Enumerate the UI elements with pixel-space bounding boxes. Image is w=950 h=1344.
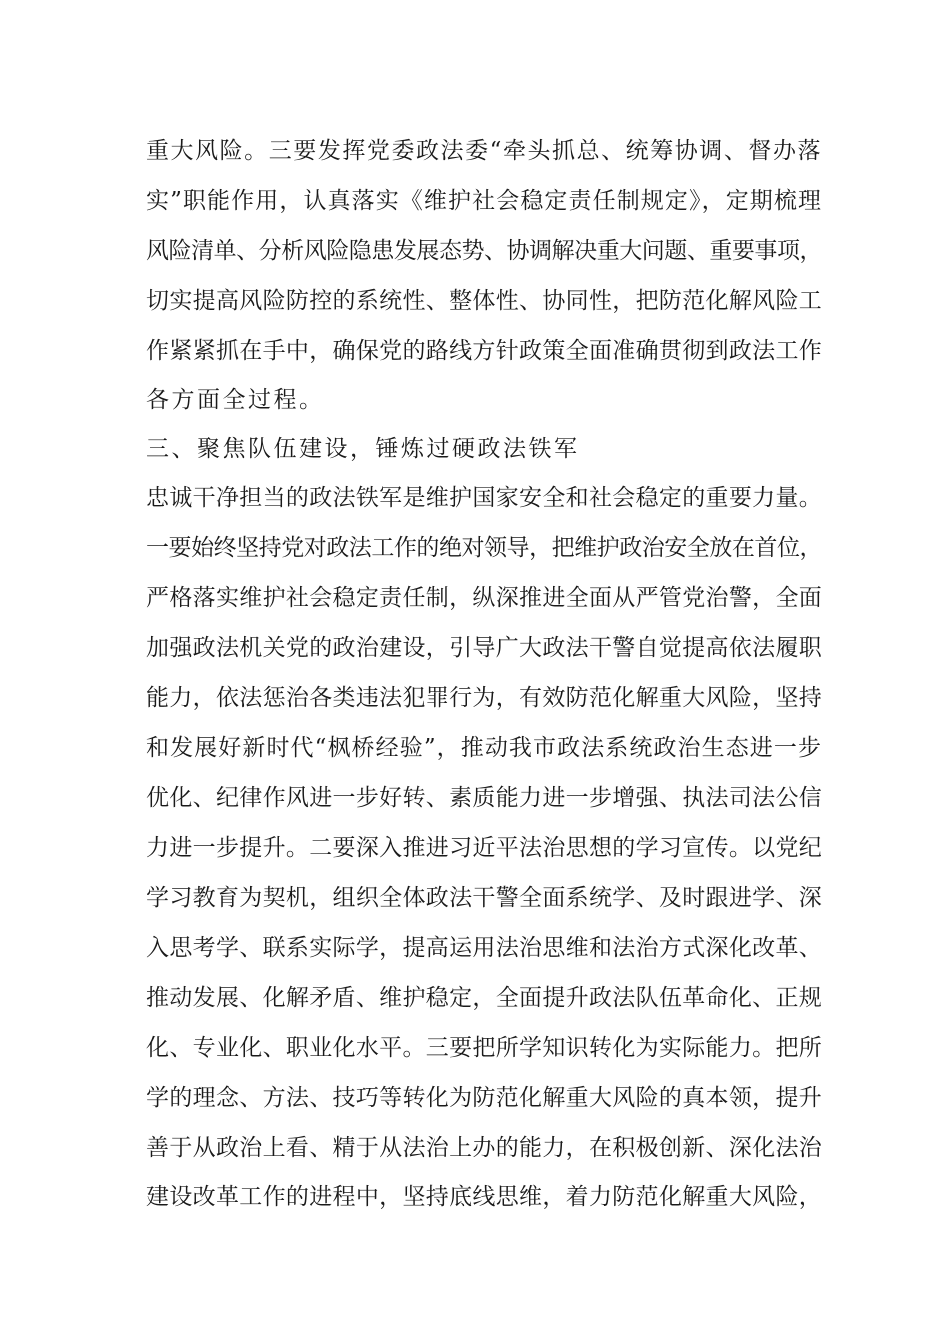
text-line: 建设改革工作的进程中，坚持底线思维，着力防范化解重大风险， xyxy=(146,1184,822,1210)
text-line: 善于从政治上看、精于从法治上办的能力，在积极创新、深化法治 xyxy=(146,1135,822,1161)
text-line: 优化、纪律作风进一步好转、素质能力进一步增强、执法司法公信 xyxy=(146,785,822,811)
text-line: 学的理念、方法、技巧等转化为防范化解重大风险的真本领，提升 xyxy=(146,1085,822,1111)
text-line: 推动发展、化解矛盾、维护稳定，全面提升政法队伍革命化、正规 xyxy=(146,985,822,1011)
text-line: 能力，依法惩治各类违法犯罪行为，有效防范化解重大风险，坚持 xyxy=(146,685,822,711)
text-line: 学习教育为契机，组织全体政法干警全面系统学、及时跟进学、深 xyxy=(146,885,822,911)
text-line: 入思考学、联系实际学，提高运用法治思维和法治方式深化改革、 xyxy=(146,935,822,961)
text-line: 加强政法机关党的政治建设，引导广大政法干警自觉提高依法履职 xyxy=(146,635,822,661)
text-line: 一要始终坚持党对政法工作的绝对领导，把维护政治安全放在首位， xyxy=(146,535,822,561)
section-heading: 三、聚焦队伍建设，锤炼过硬政法铁军 xyxy=(146,436,580,462)
text-line: 重大风险。三要发挥党委政法委“牵头抓总、统筹协调、督办落 xyxy=(146,138,822,164)
text-line: 和发展好新时代“枫桥经验”，推动我市政法系统政治生态进一步 xyxy=(146,735,822,761)
text-line: 严格落实维护社会稳定责任制，纵深推进全面从严管党治警，全面 xyxy=(146,585,822,611)
text-line: 实”职能作用，认真落实《维护社会稳定责任制规定》，定期梳理 xyxy=(146,188,822,214)
text-line: 各方面全过程。 xyxy=(146,387,325,413)
text-line: 风险清单、分析风险隐患发展态势、协调解决重大问题、重要事项， xyxy=(146,238,822,264)
text-line: 化、专业化、职业化水平。三要把所学知识转化为实际能力。把所 xyxy=(146,1035,822,1061)
text-line: 忠诚干净担当的政法铁军是维护国家安全和社会稳定的重要力量。 xyxy=(146,485,822,511)
text-line: 作紧紧抓在手中，确保党的路线方针政策全面准确贯彻到政法工作 xyxy=(146,338,822,364)
text-line: 切实提高风险防控的系统性、整体性、协同性，把防范化解风险工 xyxy=(146,288,822,314)
text-line: 力进一步提升。二要深入推进习近平法治思想的学习宣传。以党纪 xyxy=(146,835,822,861)
